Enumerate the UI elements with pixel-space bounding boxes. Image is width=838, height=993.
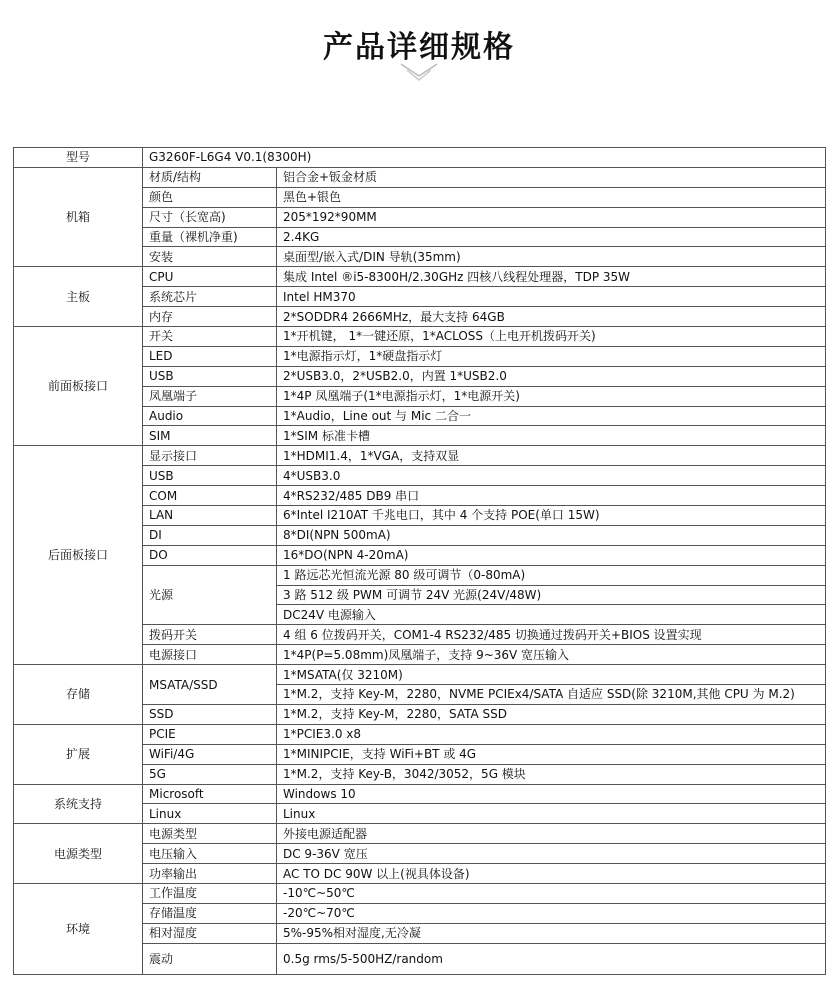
spec-value-cell: 1*电源指示灯，1*硬盘指示灯	[277, 346, 826, 366]
chevron-down-icon	[399, 60, 439, 86]
spec-label-cell: 凤凰端子	[143, 386, 277, 406]
spec-label-cell: DI	[143, 525, 277, 545]
spec-label-cell: 电压输入	[143, 844, 277, 864]
category-cell: 电源类型	[14, 824, 143, 884]
category-cell: 系统支持	[14, 784, 143, 824]
model-value-cell: G3260F-L6G4 V0.1(8300H)	[143, 148, 826, 168]
category-cell: 扩展	[14, 724, 143, 784]
spec-label-cell: 光源	[143, 565, 277, 625]
spec-value-cell: 外接电源适配器	[277, 824, 826, 844]
spec-value-cell: 1*M.2，支持 Key-B，3042/3052，5G 模块	[277, 764, 826, 784]
spec-value-cell: 铝合金+钣金材质	[277, 167, 826, 187]
spec-label-cell: USB	[143, 466, 277, 486]
spec-value-cell: -20℃~70℃	[277, 903, 826, 923]
spec-label-cell: Linux	[143, 804, 277, 824]
category-cell: 存储	[14, 665, 143, 725]
spec-label-cell: LED	[143, 346, 277, 366]
spec-label-cell: 5G	[143, 764, 277, 784]
category-cell: 型号	[14, 148, 143, 168]
page-title: 产品详细规格	[323, 30, 515, 65]
spec-label-cell: USB	[143, 366, 277, 386]
spec-value-cell: 1 路远芯光恒流光源 80 级可调节（0-80mA)	[277, 565, 826, 585]
spec-value-cell: 1*开机键， 1*一键还原，1*ACLOSS（上电开机拨码开关)	[277, 327, 826, 347]
spec-value-cell: Intel HM370	[277, 287, 826, 307]
spec-label-cell: 工作温度	[143, 883, 277, 903]
spec-value-cell: 1*M.2，支持 Key-M，2280，SATA SSD	[277, 704, 826, 724]
spec-value-cell: 2*SODDR4 2666MHz，最大支持 64GB	[277, 307, 826, 327]
spec-value-cell: 1*MSATA(仅 3210M)	[277, 665, 826, 685]
spec-value-cell: DC 9-36V 宽压	[277, 844, 826, 864]
spec-value-cell: 集成 Intel ®i5-8300H/2.30GHz 四核八线程处理器，TDP 35W	[277, 267, 826, 287]
spec-label-cell: 内存	[143, 307, 277, 327]
spec-label-cell: 颜色	[143, 187, 277, 207]
table-row	[14, 784, 826, 804]
spec-value-cell: 1*M.2，支持 Key-M，2280，NVME PCIEx4/SATA 自适应 SSD(除 3210M,其他 CPU 为 M.2)	[277, 685, 826, 705]
table-row	[14, 824, 826, 844]
spec-label-cell: MSATA/SSD	[143, 665, 277, 705]
spec-value-cell: Windows 10	[277, 784, 826, 804]
spec-value-cell: 6*Intel I210AT 千兆电口，其中 4 个支持 POE(单口 15W)	[277, 506, 826, 526]
spec-table	[13, 147, 826, 975]
spec-value-cell: 1*SIM 标准卡槽	[277, 426, 826, 446]
spec-label-cell: 电源类型	[143, 824, 277, 844]
spec-label-cell: 材质/结构	[143, 167, 277, 187]
spec-value-cell: 桌面型/嵌入式/DIN 导轨(35mm)	[277, 247, 826, 267]
spec-value-cell: 4*RS232/485 DB9 串口	[277, 486, 826, 506]
table-row	[14, 167, 826, 187]
category-cell: 后面板接口	[14, 446, 143, 665]
category-cell: 主板	[14, 267, 143, 327]
spec-label-cell: CPU	[143, 267, 277, 287]
spec-label-cell: 震动	[143, 943, 277, 974]
spec-label-cell: 相对湿度	[143, 923, 277, 943]
category-cell: 环境	[14, 883, 143, 974]
spec-value-cell: 4*USB3.0	[277, 466, 826, 486]
spec-value-cell: DC24V 电源输入	[277, 605, 826, 625]
table-row	[14, 327, 826, 347]
spec-label-cell: LAN	[143, 506, 277, 526]
spec-label-cell: 电源接口	[143, 645, 277, 665]
spec-label-cell: 重量（裸机净重)	[143, 227, 277, 247]
spec-value-cell: 1*4P(P=5.08mm)凤凰端子，支持 9~36V 宽压输入	[277, 645, 826, 665]
spec-label-cell: 功率输出	[143, 864, 277, 884]
spec-label-cell: SIM	[143, 426, 277, 446]
spec-value-cell: 5%-95%相对湿度,无冷凝	[277, 923, 826, 943]
spec-label-cell: Audio	[143, 406, 277, 426]
spec-label-cell: SSD	[143, 704, 277, 724]
spec-label-cell: 系统芯片	[143, 287, 277, 307]
spec-label-cell: 尺寸（长宽高)	[143, 207, 277, 227]
spec-value-cell: Linux	[277, 804, 826, 824]
table-row	[14, 148, 826, 168]
spec-label-cell: 开关	[143, 327, 277, 347]
spec-value-cell: 1*4P 凤凰端子(1*电源指示灯，1*电源开关)	[277, 386, 826, 406]
table-row	[14, 446, 826, 466]
spec-label-cell: 拨码开关	[143, 625, 277, 645]
spec-label-cell: Microsoft	[143, 784, 277, 804]
spec-value-cell: 4 组 6 位拨码开关，COM1-4 RS232/485 切换通过拨码开关+BIOS 设置实现	[277, 625, 826, 645]
spec-label-cell: COM	[143, 486, 277, 506]
spec-label-cell: DO	[143, 545, 277, 565]
spec-value-cell: 8*DI(NPN 500mA)	[277, 525, 826, 545]
table-row	[14, 883, 826, 903]
spec-value-cell: 3 路 512 级 PWM 可调节 24V 光源(24V/48W)	[277, 585, 826, 605]
spec-label-cell: WiFi/4G	[143, 744, 277, 764]
table-row	[14, 267, 826, 287]
spec-value-cell: 1*HDMI1.4，1*VGA，支持双显	[277, 446, 826, 466]
spec-value-cell: 1*MINIPCIE，支持 WiFi+BT 或 4G	[277, 744, 826, 764]
category-cell: 机箱	[14, 167, 143, 266]
spec-value-cell: 0.5g rms/5-500HZ/random	[277, 943, 826, 974]
spec-value-cell: 1*PCIE3.0 x8	[277, 724, 826, 744]
spec-value-cell: 2*USB3.0，2*USB2.0，内置 1*USB2.0	[277, 366, 826, 386]
spec-label-cell: 存储温度	[143, 903, 277, 923]
table-row	[14, 724, 826, 744]
spec-value-cell: 黑色+银色	[277, 187, 826, 207]
spec-value-cell: 1*Audio，Line out 与 Mic 二合一	[277, 406, 826, 426]
spec-label-cell: 安装	[143, 247, 277, 267]
spec-label-cell: 显示接口	[143, 446, 277, 466]
spec-value-cell: AC TO DC 90W 以上(视具体设备)	[277, 864, 826, 884]
category-cell: 前面板接口	[14, 327, 143, 446]
spec-value-cell: -10℃~50℃	[277, 883, 826, 903]
spec-value-cell: 205*192*90MM	[277, 207, 826, 227]
spec-value-cell: 2.4KG	[277, 227, 826, 247]
spec-label-cell: PCIE	[143, 724, 277, 744]
spec-value-cell: 16*DO(NPN 4-20mA)	[277, 545, 826, 565]
table-row	[14, 665, 826, 685]
